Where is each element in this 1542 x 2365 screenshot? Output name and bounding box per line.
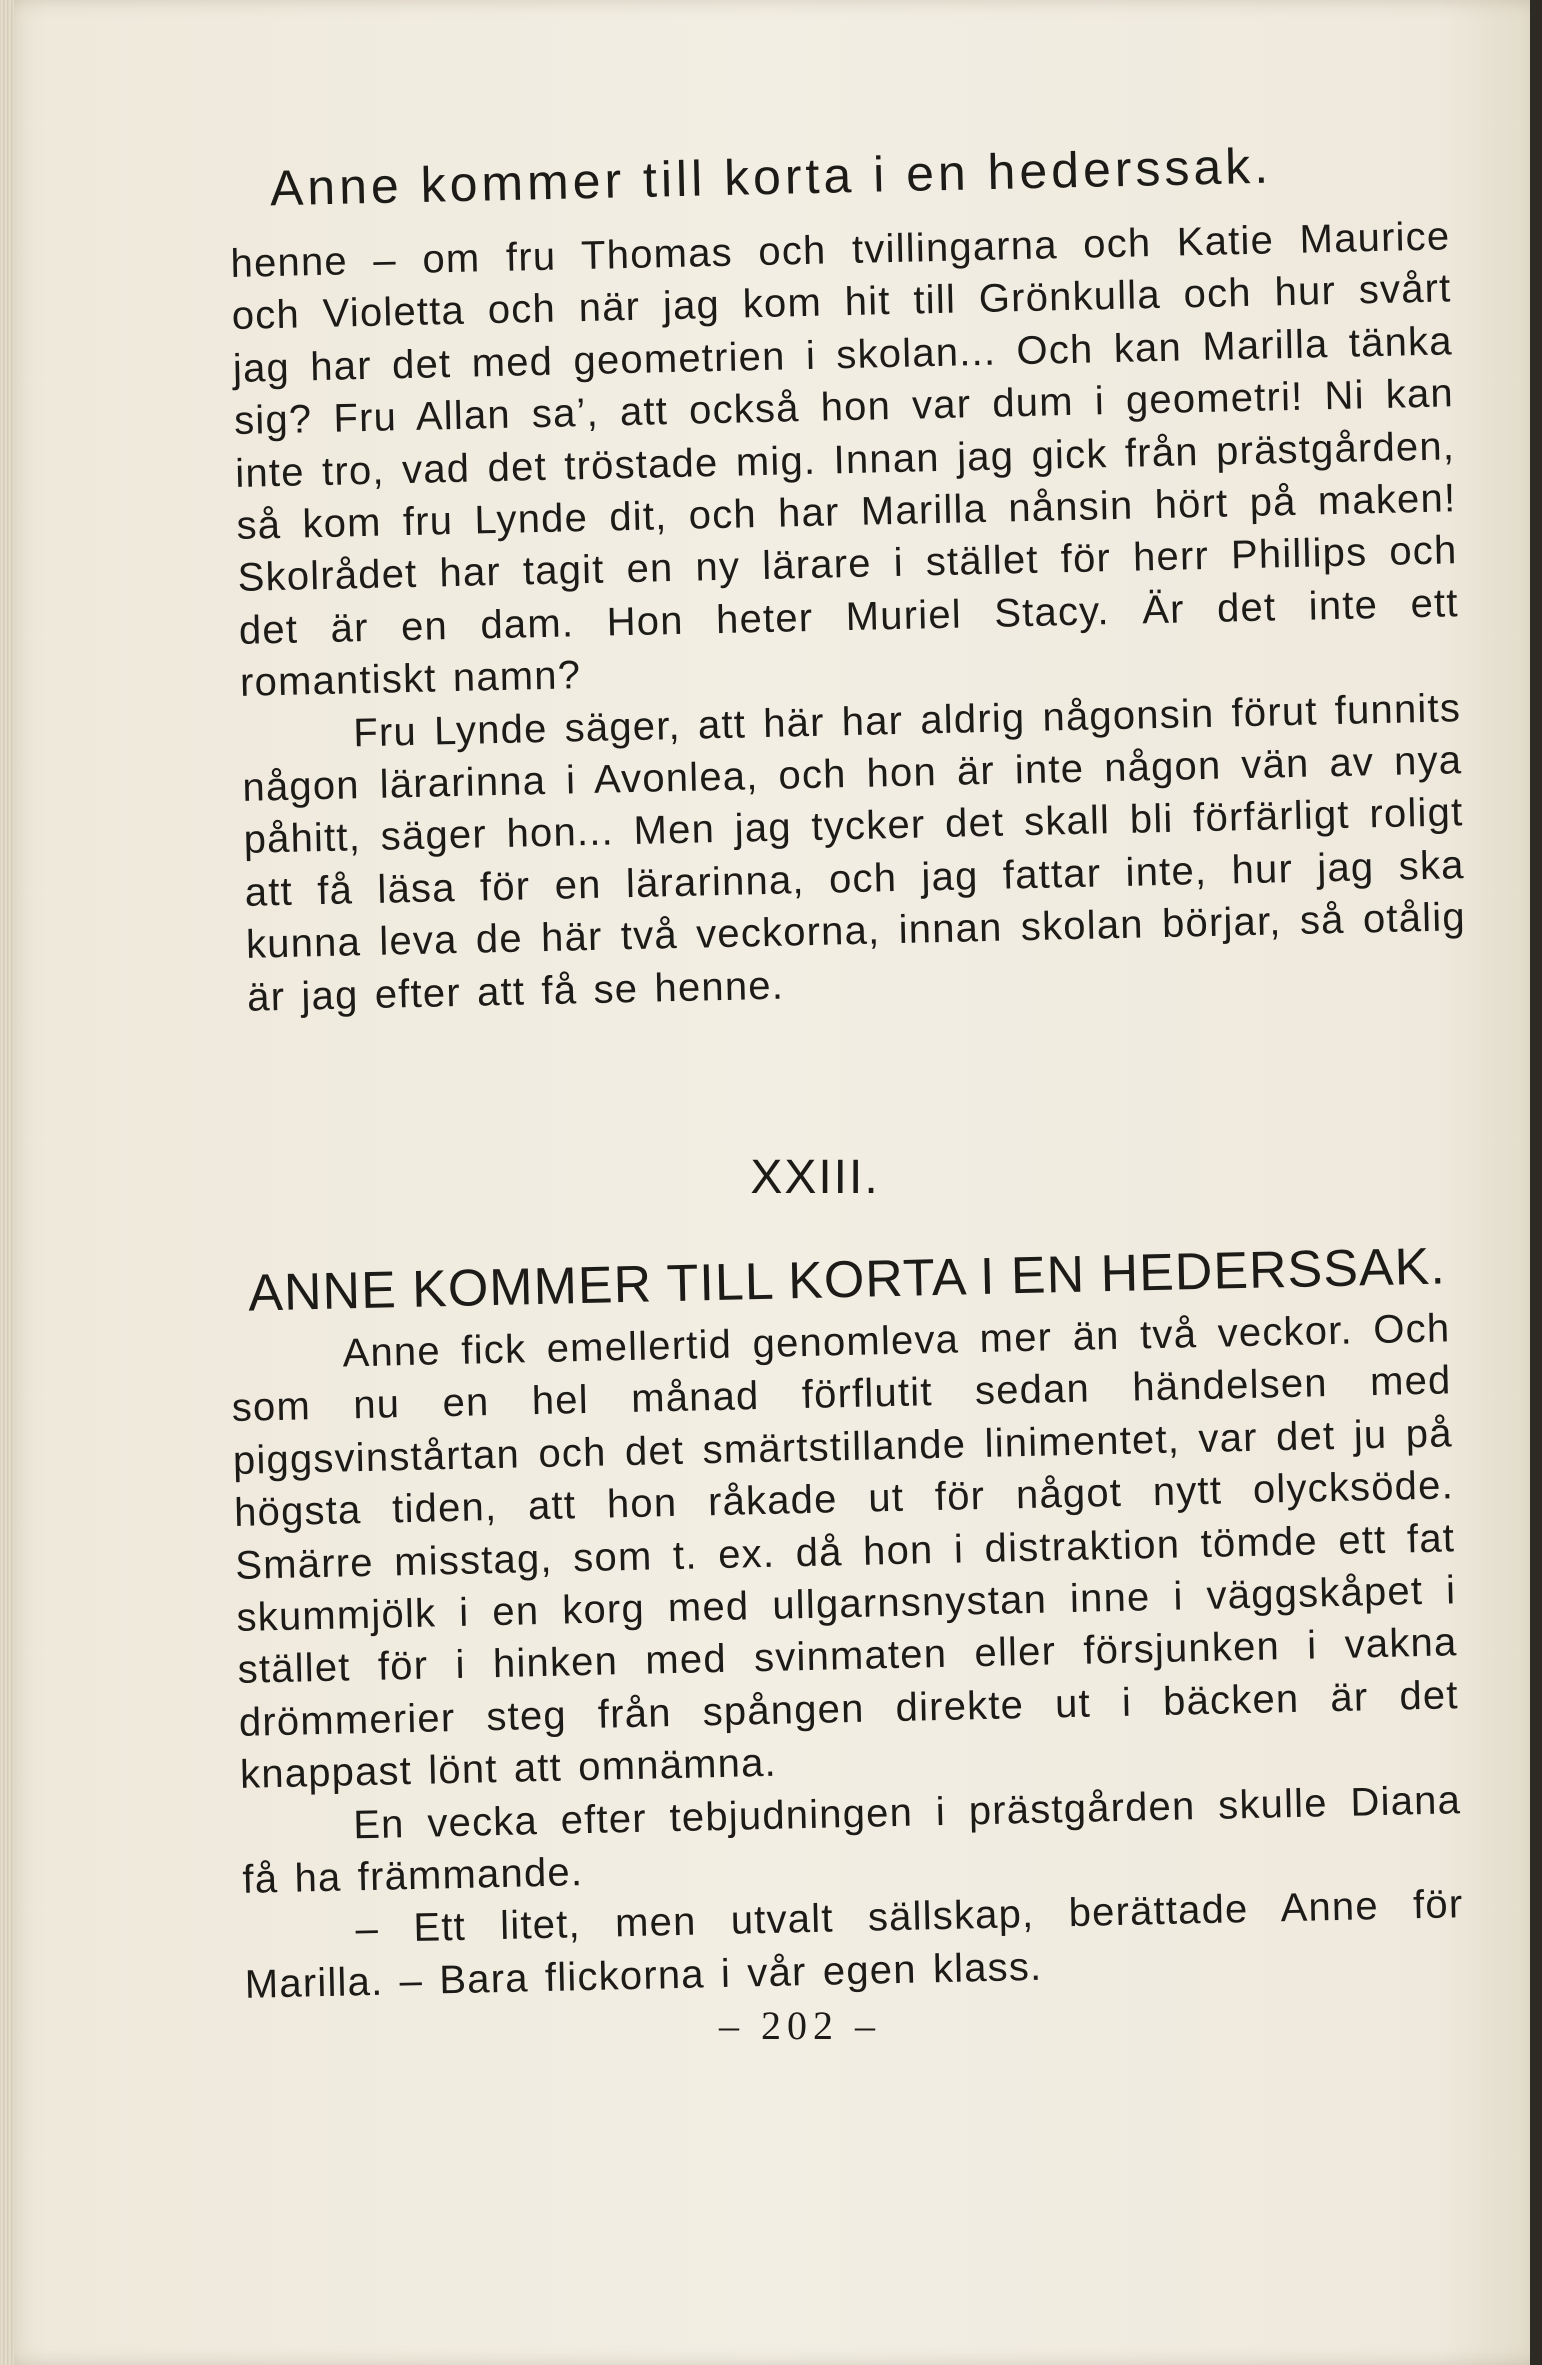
paragraph: – Ett litet, men utvalt sällskap, berättade Anne för Marilla. – Bara flickorna i vår egen klass.	[244, 1882, 1464, 2007]
running-head: Anne kommer till korta i en hederssak.	[269, 137, 1273, 217]
paragraph: Fru Lynde säger, att här har aldrig någonsin förut funnits någon lärarinna i Avonlea, och hon är inte någon vän av nya påhitt, säger hon... Men jag tycker det skall bli förfärligt roligt att få läsa för en lärarinna, och jag fattar inte, hur jag ska kunna leva de här två veckorna, innan skolan börjar, så otålig är jag efter att få se henne.	[241, 685, 1467, 1020]
text-block-chapter	[230, 1302, 1465, 2011]
paragraph: henne – om fru Thomas och tvillingarna och Katie Maurice och Violetta och när jag kom hit till Grönkulla och hur svårt jag har det med geometrien i skolan... Och kan Marilla tänka sig? Fru Allan sa’, att också hon var dum i geometri! Ni kan inte tro, vad det tröstade mig. Innan jag gick från prästgården, så kom fru Lynde dit, och har Marilla nånsin hört på maken! Skolrådet har tagit en ny lärare i stället för herr Phillips och det är en dam. Hon heter Muriel Stacy. Är det inte ett romantiskt namn?	[230, 214, 1460, 706]
paragraph: Anne fick emellertid genomleva mer än två veckor. Och som nu en hel månad förflutit sedan händelsen med piggsvinstårtan och det smärtstillande linimentet, var det ju på högsta tiden, att hon råkade ut för något nytt olycksöde. Smärre misstag, som t. ex. då hon i distraktion tömde ett fat skummjölk i en korg med ullgarnsnystan inne i väggskåpet i stället för i hinken med svinmaten eller försjunken i vakna drömmerier steg från spången direkte ut i bäcken är det knappast lönt att omnämna.	[231, 1306, 1460, 1798]
page-number: – 202 –	[719, 2003, 881, 2048]
chapter-title: ANNE KOMMER TILL KORTA I EN HEDERSSAK.	[247, 1237, 1447, 1323]
paragraph: En vecka efter tebjudningen i prästgården skulle Diana få ha främmande.	[241, 1777, 1462, 1902]
text-block-top	[230, 210, 1468, 1024]
chapter-number: XXIII.	[750, 1151, 880, 1204]
